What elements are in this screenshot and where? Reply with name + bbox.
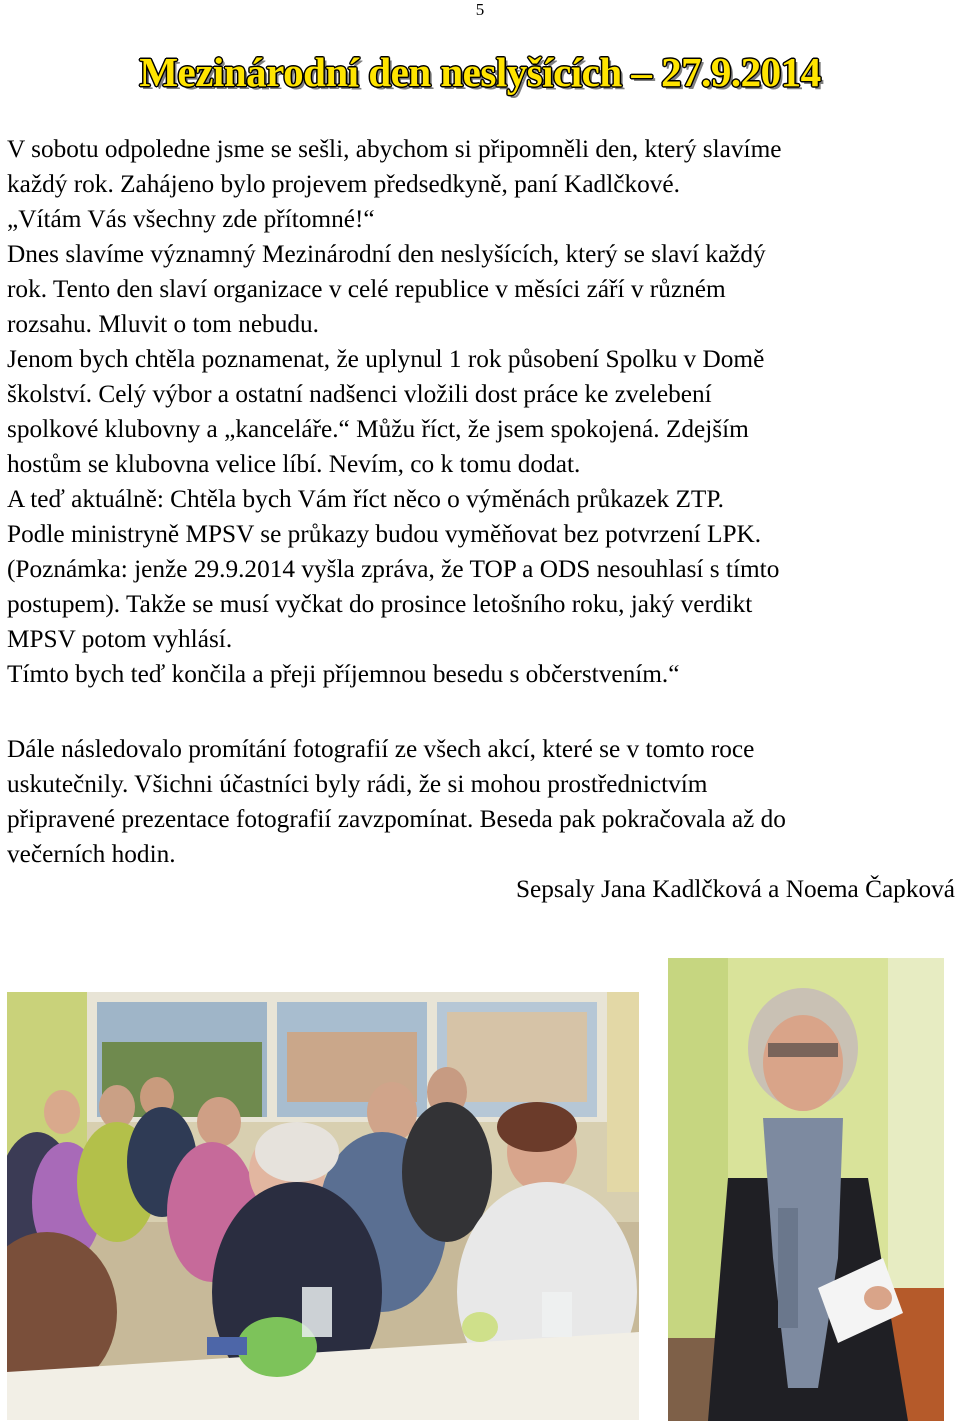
- text-line: připravené prezentace fotografií zavzpomínat. Beseda pak pokračovala až do: [7, 805, 786, 833]
- text-line: Dnes slavíme významný Mezinárodní den neslyšících, který se slaví každý: [7, 240, 766, 268]
- text-line: rok. Tento den slaví organizace v celé republice v měsíci září v různém: [7, 275, 726, 303]
- page-number: 5: [475, 0, 485, 19]
- text-line: postupem). Takže se musí vyčkat do prosince letošního roku, jaký verdikt: [7, 590, 753, 618]
- text-line: Podle ministryně MPSV se průkazy budou vyměňovat bez potvrzení LPK.: [7, 520, 762, 548]
- speech-paragraph: [7, 132, 955, 692]
- signature: Sepsaly Jana Kadlčková a Noema Čapková: [515, 875, 955, 903]
- text-line: Jenom bych chtěla poznamenat, že uplynul 1 rok působení Spolku v Domě: [7, 345, 765, 373]
- text-line: A teď aktuálně: Chtěla bych Vám říct něco o výměnách průkazek ZTP.: [7, 485, 724, 513]
- text-line: Dále následovalo promítání fotografií ze všech akcí, které se v tomto roce: [7, 735, 755, 763]
- text-line: spolkové klubovny a „kanceláře.“ Můžu říct, že jsem spokojená. Zdejším: [7, 415, 749, 443]
- text-line: „Vítám Vás všechny zde přítomné!“: [7, 205, 375, 233]
- text-line: uskutečnily. Všichni účastníci byly rádi, že si mohou prostřednictvím: [7, 770, 708, 798]
- page-title: Mezinárodní den neslyšících – 27.9.2014: [139, 49, 821, 95]
- text-line: rozsahu. Mluvit o tom nebudu.: [7, 310, 319, 338]
- closing-paragraph: [7, 732, 955, 872]
- text-line: školství. Celý výbor a ostatní nadšenci vložili dost práce ke zvelebení: [7, 380, 712, 408]
- text-line: hostům se klubovna velice líbí. Nevím, co k tomu dodat.: [7, 450, 581, 478]
- text-line: V sobotu odpoledne jsme se sešli, abychom si připomněli den, který slavíme: [7, 135, 782, 163]
- speaker-photo: [668, 958, 944, 1421]
- text-line: (Poznámka: jenže 29.9.2014 vyšla zpráva, že TOP a ODS nesouhlasí s tímto: [7, 555, 780, 583]
- text-line: večerních hodin.: [7, 840, 176, 868]
- text-line: Tímto bych teď končila a přeji příjemnou besedu s občerstvením.“: [7, 660, 680, 688]
- text-line: každý rok. Zahájeno bylo projevem předsedkyně, paní Kadlčkové.: [7, 170, 680, 198]
- text-line: MPSV potom vyhlásí.: [7, 625, 233, 653]
- audience-photo: [7, 992, 639, 1420]
